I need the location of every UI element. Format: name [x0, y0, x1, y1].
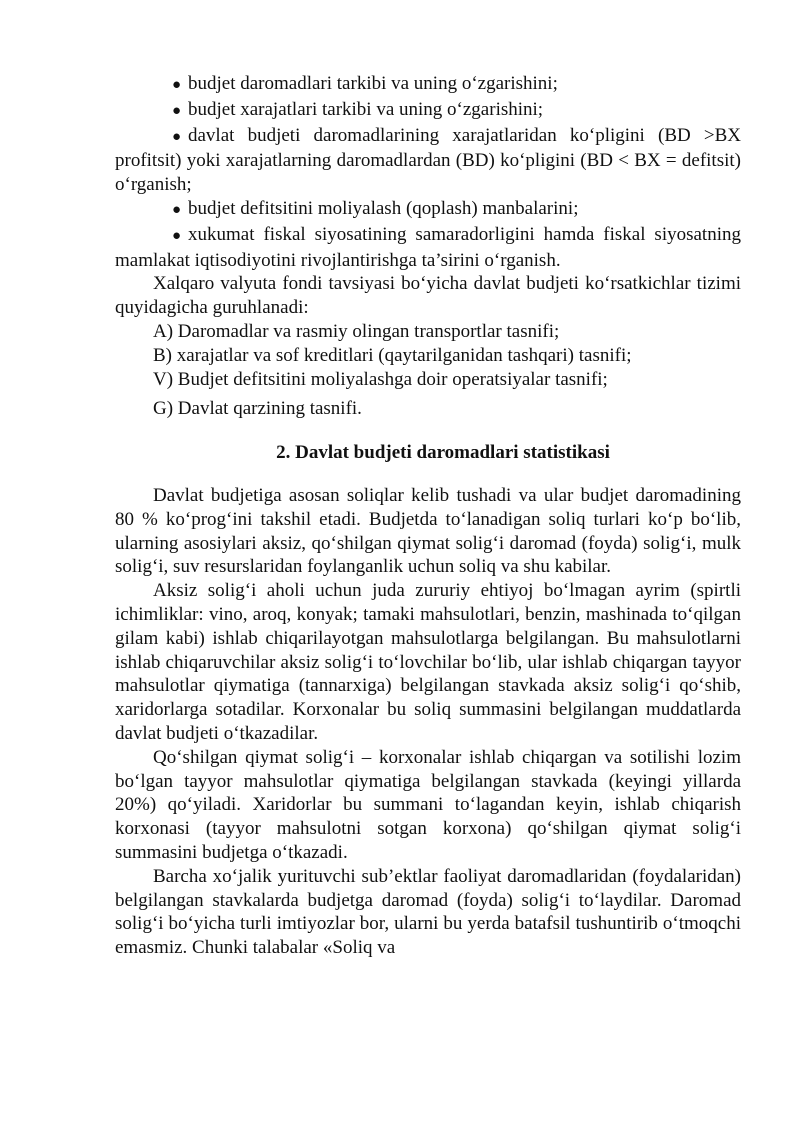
bullet-item — [115, 223, 741, 273]
bullet-item — [115, 124, 741, 197]
section-heading: 2. Davlat budjeti daromadlari statistikasi — [276, 442, 610, 464]
bullet-icon: ● — [172, 102, 182, 119]
bullet-text: budjet xarajatlari tarkibi va uning o‘zgarishini; — [188, 98, 544, 120]
classification-item: G) Davlat qarzining tasnifi. — [153, 398, 362, 420]
bullet-item — [115, 72, 741, 98]
classification-item: V) Budjet defitsitini moliyalashga doir operatsiyalar tasnifi; — [153, 368, 608, 390]
body-paragraph: Aksiz solig‘i aholi uchun juda zururiy ehtiyoj bo‘lmagan ayrim (spirtli ichimliklar: vino, aroq, konyak; tamaki mahsulotlari, benzin, mashinada to‘qilgan gilam kabi) ishlab chiqarilayotgan mahsulotlarga belgilangan. Bu mahsulotlarni ishlab chiqaruvchilar aksiz solig‘i to‘lovchilar bo‘lib, ular ishlab chiqargan tayyor mahsulotlar qiymatiga (tannarxiga) belgilangan stavkada aksiz solig‘i qo‘shib, xaridorlarga sotadilar. Korxonalar bu soliq summasini belgilangan muddatlarda davlat budjeti o‘tkazadilar. — [115, 580, 741, 744]
bullet-list — [115, 72, 741, 272]
classification-item: A) Daromadlar va rasmiy olingan transportlar tasnifi; — [153, 320, 560, 342]
document-page — [115, 72, 741, 960]
body-paragraph: Davlat budjetiga asosan soliqlar kelib tushadi va ular budjet daromadining 80 % ko‘prog‘ini takshil etadi. Budjetda to‘lanadigan soliq turlari ko‘p bo‘lib, ularning asosiylari aksiz, qo‘shilgan qiymat solig‘i daromad (foyda) solig‘i, mulk solig‘i, suv resurslaridan foylanganlik uchun soliq va shu kabilar. — [115, 484, 741, 578]
bullet-icon: ● — [172, 201, 182, 218]
bullet-item — [115, 197, 741, 223]
bullet-icon: ● — [172, 128, 182, 145]
bullet-text: davlat budjeti daromadlarining xarajatlaridan ko‘pligini (BD >BX profitsit) yoki xarajatlarning daromadlardan (BD) ko‘pligini (BD < BX = defitsit) o‘rganish; — [115, 124, 741, 196]
bullet-text: xukumat fiskal siyosatining samaradorligini hamda fiskal siyosatning mamlakat iqtisodiyotini rivojlantirishga ta’sirini o‘rganish. — [115, 223, 741, 271]
body-paragraph: Barcha xo‘jalik yurituvchi sub’ektlar faoliyat daromadlaridan (foydalaridan) belgilangan stavkalarda budjetga daromad (foyda) solig‘i to‘laydilar. Daromad solig‘i bo‘yicha turli imtiyozlar bor, ularni bu yerda batafsil tushuntirib o‘tmoqchi emasmiz. Chunki talabalar «Soliq va — [115, 865, 741, 959]
bullet-text: budjet defitsitini moliyalash (qoplash) manbalarini; — [188, 197, 579, 219]
bullet-icon: ● — [172, 227, 182, 244]
bullet-item — [115, 98, 741, 124]
bullet-text: budjet daromadlari tarkibi va uning o‘zgarishini; — [188, 73, 558, 94]
bullet-icon: ● — [172, 77, 182, 93]
body-paragraph: Qo‘shilgan qiymat solig‘i – korxonalar ishlab chiqargan va sotilishi lozim bo‘lgan tayyor mahsulotlar qiymatiga belgilangan stavkada (keyingi yillarda 20%) qo‘yiladi. Xaridorlar bu summani to‘lagandan keyin, ishlab chiqarish korxonasi (tayyor mahsulotni sotgan korxona) qo‘shilgan qiymat solig‘i summasini budjetga o‘tkazadi. — [115, 746, 741, 863]
classification-list — [115, 320, 741, 421]
classification-item: B) xarajatlar va sof kreditlari (qaytarilganidan tashqari) tasnifi; — [153, 344, 632, 366]
intro-paragraph: Xalqaro valyuta fondi tavsiyasi bo‘yicha davlat budjeti ko‘rsatkichlar tizimi quyidagicha guruhlanadi: — [115, 273, 741, 319]
